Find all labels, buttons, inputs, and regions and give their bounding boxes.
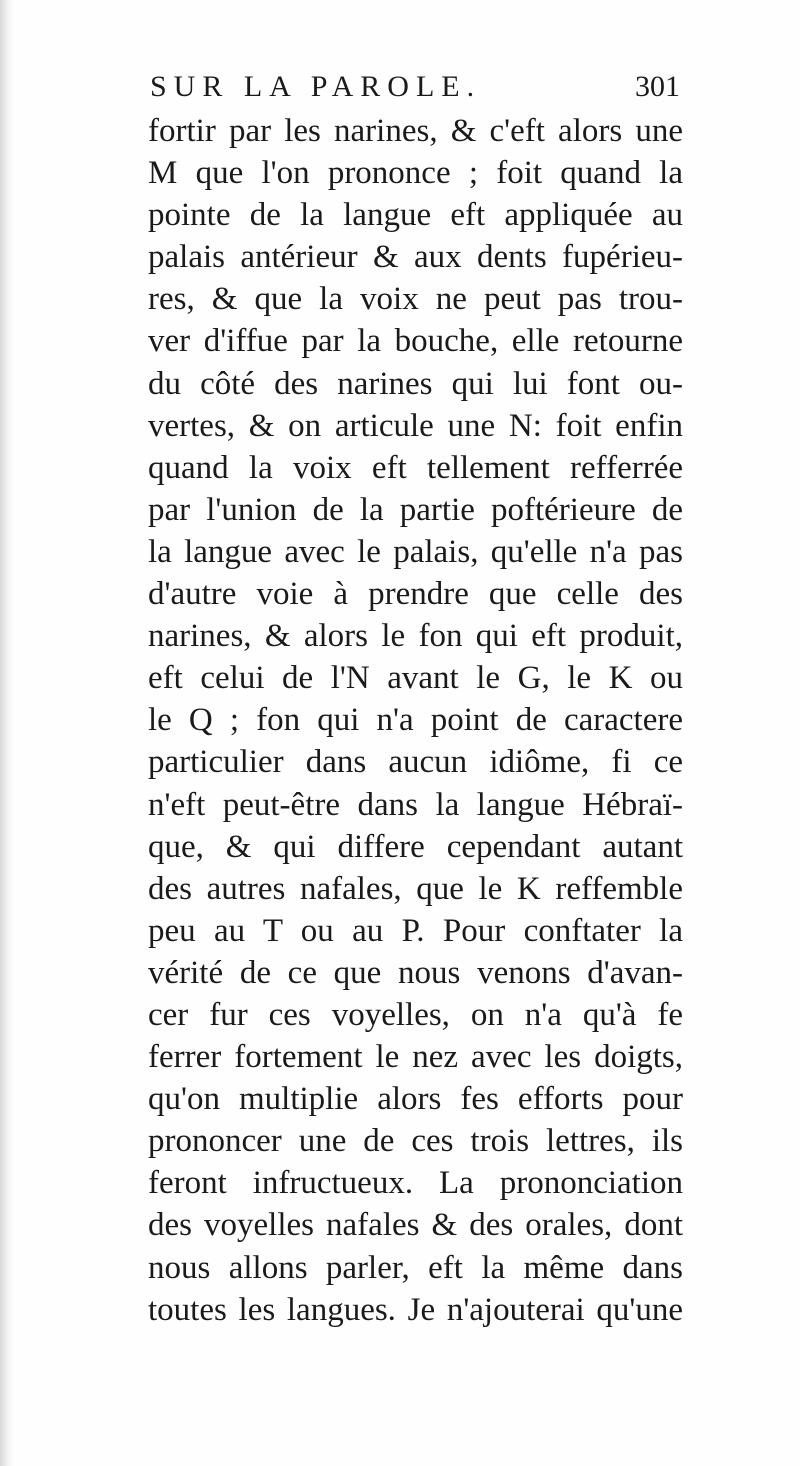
text-line: prononcer une de ces trois lettres, ils (148, 1123, 683, 1160)
text-line: quand la voix eft tellement refferrée (148, 449, 683, 486)
text-line: vertes, & on articule une N: foit enfin (148, 407, 683, 444)
body-text (148, 110, 683, 1331)
text-line: eft celui de l'N avant le G, le K ou (148, 660, 683, 697)
text-line: qu'on multiplie alors fes efforts pour (148, 1081, 683, 1118)
text-line: ferrer fortement le nez avec les doigts, (148, 1039, 683, 1076)
text-line: narines, & alors le fon qui eft produit, (148, 618, 683, 655)
text-line: palais antérieur & aux dents fupérieu- (148, 239, 683, 276)
text-line: nous allons parler, eft la même dans (148, 1249, 683, 1286)
text-line: fortir par les narines, & c'eft alors une (148, 113, 683, 149)
text-line: la langue avec le palais, qu'elle n'a pas (148, 533, 683, 570)
running-title: SUR LA PAROLE. (150, 70, 482, 103)
text-line: le Q ; fon qui n'a point de caractere (148, 702, 683, 739)
text-line: M que l'on prononce ; foit quand la (148, 155, 683, 192)
text-line: d'autre voie à prendre que celle des (148, 576, 683, 613)
text-line: par l'union de la partie poftérieure de (148, 491, 683, 528)
text-line: des autres nafales, que le K reffemble (148, 870, 683, 907)
running-head (150, 70, 680, 110)
text-line: feront infructueux. La prononciation (148, 1165, 683, 1202)
text-line: que, & qui differe cependant autant (148, 828, 683, 865)
text-line: particulier dans aucun idiôme, fi ce (148, 744, 683, 781)
text-line: du côté des narines qui lui font ou- (148, 365, 683, 402)
text-line: pointe de la langue eft appliquée au (148, 197, 683, 234)
text-line: ver d'iffue par la bouche, elle retourne (148, 323, 683, 360)
text-line: vérité de ce que nous venons d'avan- (148, 954, 683, 991)
text-line: n'eft peut-être dans la langue Hébraï- (148, 786, 683, 823)
binding-gutter (0, 0, 14, 1466)
page-number: 301 (635, 70, 680, 103)
text-line: res, & que la voix ne peut pas trou- (148, 281, 683, 318)
text-line: peu au T ou au P. Pour conftater la (148, 912, 683, 949)
text-line: toutes les langues. Je n'ajouterai qu'une (148, 1291, 683, 1328)
text-line: cer fur ces voyelles, on n'a qu'à fe (148, 996, 683, 1033)
text-line: des voyelles nafales & des orales, dont (148, 1207, 683, 1244)
